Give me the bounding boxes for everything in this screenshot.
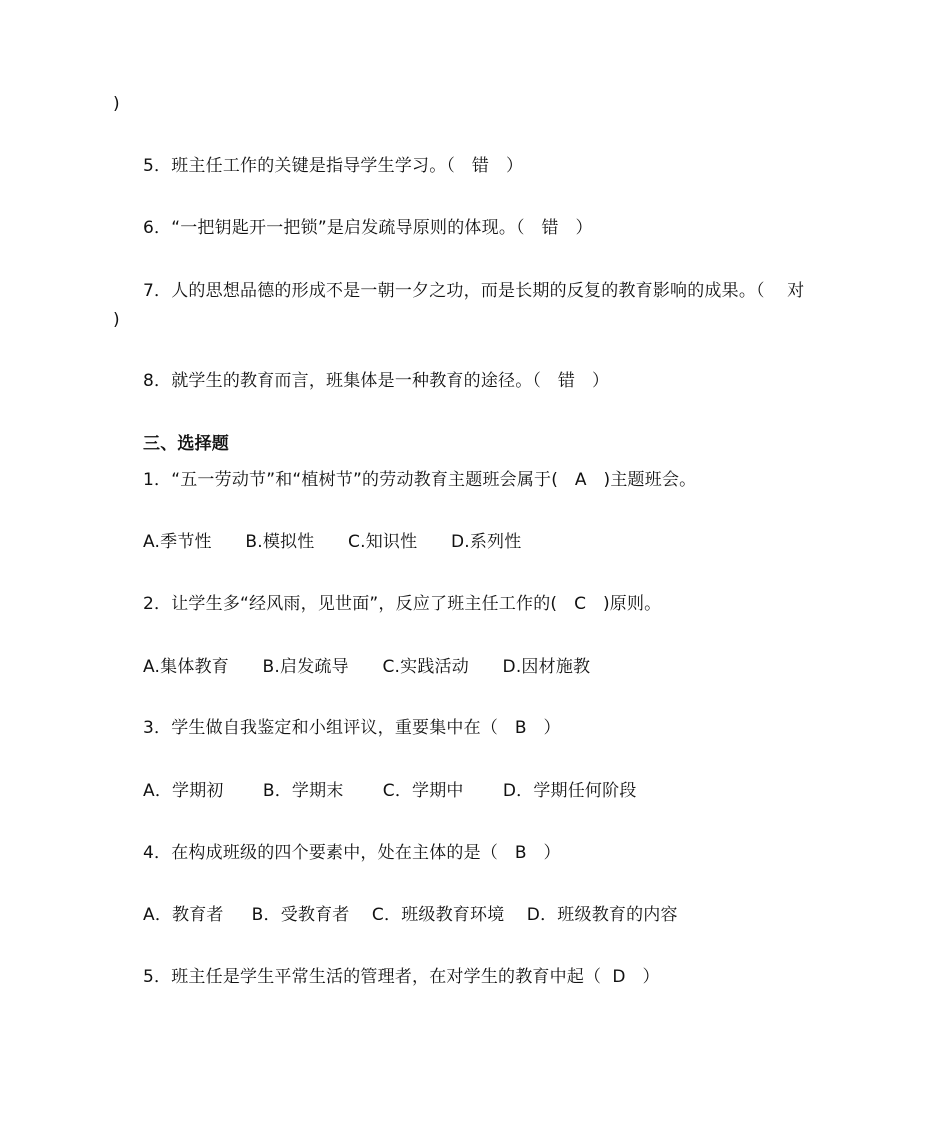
choice-question-4: 4．在构成班级的四个要素中，处在主体的是（ B ） <box>143 843 561 863</box>
choice-options-1: A.季节性 B.模拟性 C.知识性 D.系列性 <box>143 532 522 552</box>
choice-options-2: A.集体教育 B.启发疏导 C.实践活动 D.因材施教 <box>143 657 591 677</box>
choice-question-3: 3．学生做自我鉴定和小组评议，重要集中在（ B ） <box>143 718 561 738</box>
true-false-item-7-continuation: ) <box>113 310 120 330</box>
choice-question-1: 1．“五一劳动节”和“植树节”的劳动教育主题班会属于( A )主题班会。 <box>143 470 697 490</box>
true-false-item-8: 8．就学生的教育而言，班集体是一种教育的途径。（ 错 ） <box>143 371 610 391</box>
continuation-paren: ) <box>113 94 120 114</box>
true-false-item-7: 7．人的思想品德的形成不是一朝一夕之功，而是长期的反复的教育影响的成果。（ 对 <box>143 281 805 301</box>
choice-question-2: 2．让学生多“经风雨，见世面”，反应了班主任工作的( C )原则。 <box>143 594 662 614</box>
choice-options-3: A．学期初 B．学期末 C．学期中 D．学期任何阶段 <box>143 781 637 801</box>
section-heading-choice: 三、选择题 <box>143 434 229 454</box>
choice-options-4: A．教育者 B．受教育者 C．班级教育环境 D．班级教育的内容 <box>143 905 678 925</box>
true-false-item-6: 6．“一把钥匙开一把锁”是启发疏导原则的体现。（ 错 ） <box>143 218 593 238</box>
true-false-item-5: 5．班主任工作的关键是指导学生学习。（ 错 ） <box>143 156 524 176</box>
choice-question-5: 5．班主任是学生平常生活的管理者，在对学生的教育中起（ D ） <box>143 967 660 987</box>
